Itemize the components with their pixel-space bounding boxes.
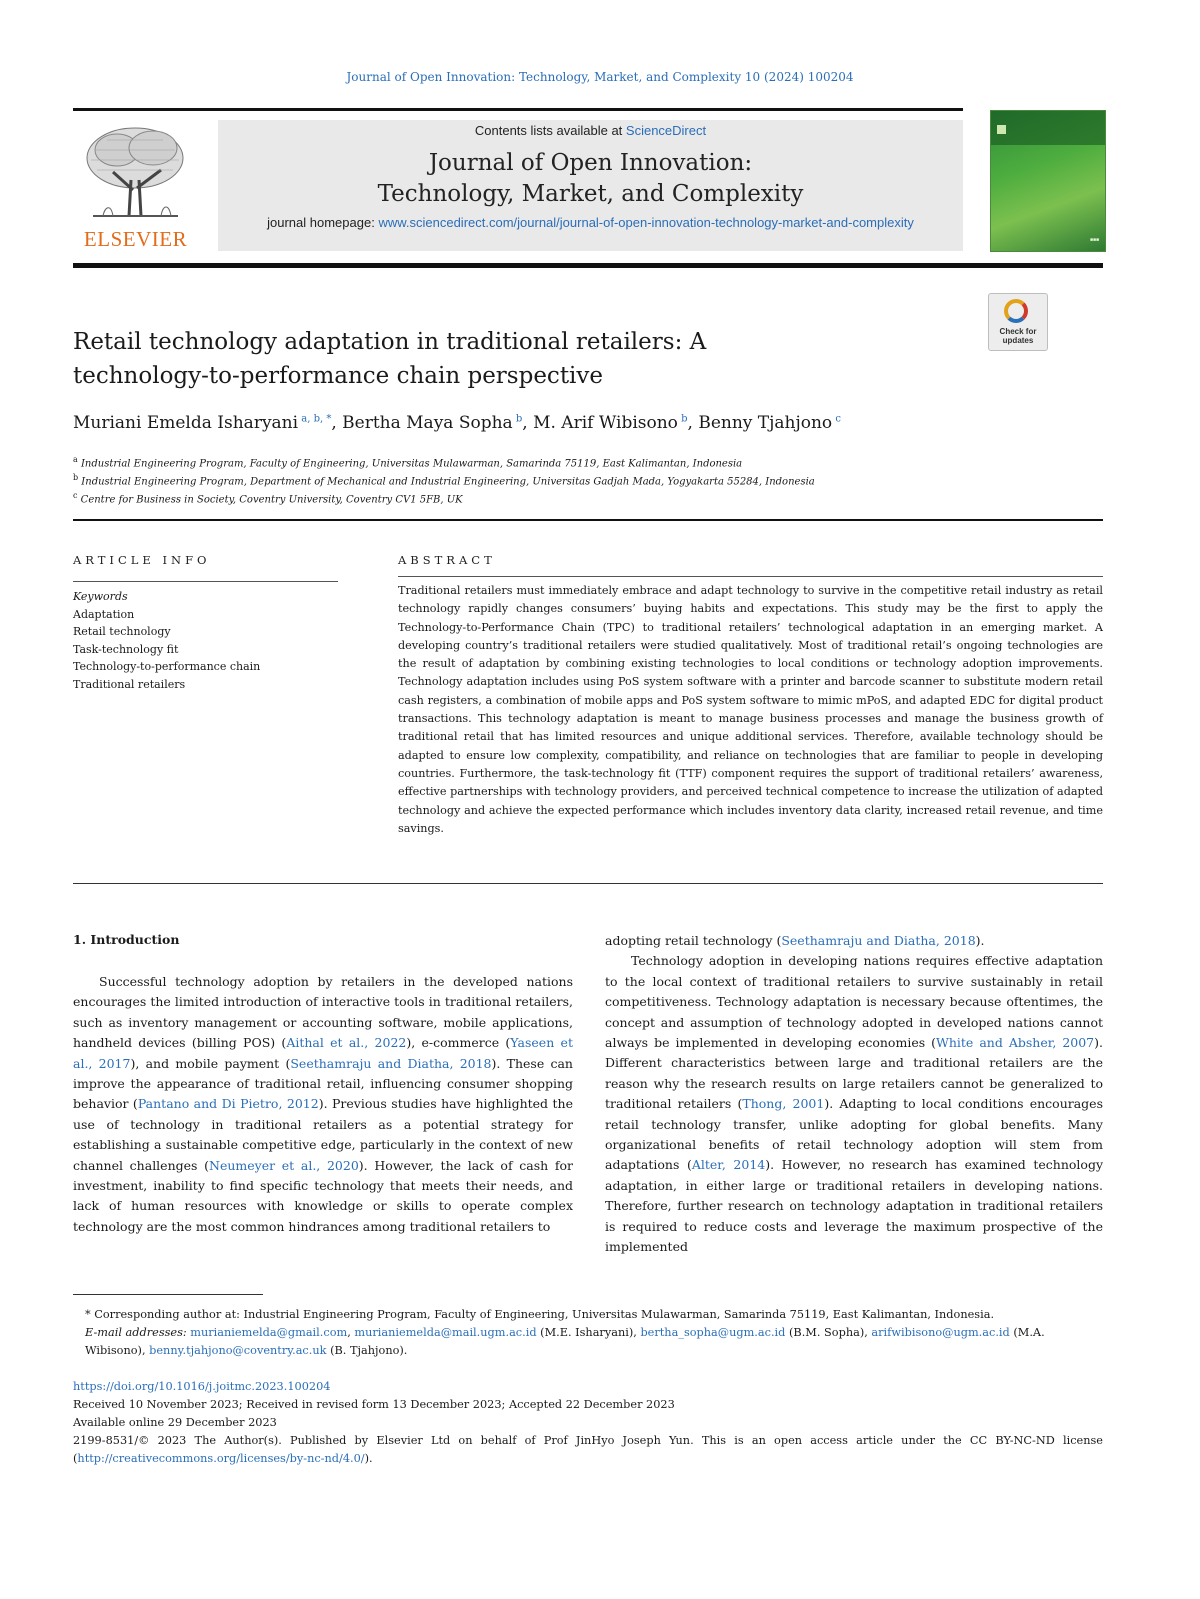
contents-line xyxy=(218,123,963,138)
affiliation-a xyxy=(73,455,1073,469)
footnote-rule xyxy=(73,1294,263,1295)
homepage-link[interactable]: www.sciencedirect.com/journal/journal-of-open-innovation-technology-market-and-complexity xyxy=(378,215,914,230)
author-name[interactable]: M. Arif Wibisono xyxy=(533,413,678,433)
citation-link[interactable]: White and Absher, 2007 xyxy=(936,1035,1095,1051)
citation-link[interactable]: Neumeyer et al., 2020 xyxy=(209,1157,359,1173)
contents-prefix: Contents lists available at xyxy=(474,123,626,138)
abstract-text: Traditional retailers must immediately embrace and adapt technology to survive in the competitive retail industry as retail technology rapidly changes consumers’ buying habits and expectations. This study may be the first to apply the Technology-to-Performance Chain (TPC) to traditional retailers’ technological adaptation in an emerging market. A developing country’s traditional retailers were studied qualitatively. Most of traditional retail’s ongoing technologies are the result of adaptation by combining existing technologies to local conditions or technology adoption improvements. Technology adaptation includes using PoS system software with a printer and barcode scanner to substitute modern retail cash registers, a combination of mobile apps and PoS system software to mimic mPoS, and adapted EDC for digital product transactions. This technology adaptation is meant to manage business processes and manage the business growth of traditional retail that has limited resources and unique additional services. Therefore, available technology should be adapted to ensure low complexity, compatibility, and reliance on technologies that are familiar to people in developing countries. Furthermore, the task-technology fit (TTF) component requires the support of traditional retailers’ awareness, effective partnerships with technology providers, and perceived technical competence to increase the utilization of adapted technology and achieve the expected performance which includes inventory data clarity, increased retail revenue, and time savings. xyxy=(398,584,1103,835)
license-text: 2199-8531/© 2023 The Author(s). Published by Elsevier Ltd on behalf of Prof JinHyo Joseph Yun. This is an open access article under the CC BY-NC-ND license ( xyxy=(73,1434,1103,1465)
keyword-item: Traditional retailers xyxy=(73,677,186,691)
author-affiliation-mark[interactable]: b xyxy=(677,413,688,425)
license-link[interactable]: http://creativecommons.org/licenses/by-nc-nd/4.0/ xyxy=(77,1452,365,1465)
elsevier-wordmark: ELSEVIER xyxy=(83,227,188,251)
abstract-rule xyxy=(398,576,1103,577)
journal-cover-thumbnail[interactable] xyxy=(990,110,1106,252)
text-segment: (B. Tjahjono). xyxy=(326,1344,408,1357)
affiliation-rule xyxy=(73,519,1103,521)
article-meta xyxy=(73,1378,1103,1468)
check-for-updates-badge[interactable] xyxy=(988,293,1048,351)
affiliation-mark: b xyxy=(73,473,79,482)
text-segment: , xyxy=(347,1326,355,1339)
journal-homepage xyxy=(218,214,963,232)
text-segment: ). Previous studies have highlighted the use of technology in traditional retailers as a potential strategy for establishing a sustainable competitive edge, particularly in the context of new channel challenges ( xyxy=(73,1096,573,1173)
footnotes xyxy=(73,1306,1103,1360)
affiliation-text: Industrial Engineering Program, Department of Mechanical and Industrial Engineering, Universitas Gadjah Mada, Yogyakarta 55284, Indonesia xyxy=(78,476,815,488)
keyword-item: Task-technology fit xyxy=(73,642,179,656)
email-link[interactable]: arifwibisono@ugm.ac.id xyxy=(871,1326,1010,1339)
abstract-bottom-rule xyxy=(73,883,1103,884)
email-link[interactable]: murianiemelda@mail.ugm.ac.id xyxy=(354,1326,537,1339)
keywords-block xyxy=(73,588,343,693)
author-name[interactable]: Benny Tjahjono xyxy=(698,413,833,433)
text-segment: ). However, no research has examined technology adaptation, in either large or traditional retailers in developing nations. Therefore, further research on technology adaptation in traditional retailers is required to reduce costs and leverage the maximum prospective of the implemented xyxy=(605,1157,1104,1255)
header-rule-bottom xyxy=(73,263,1103,268)
text-segment: ). These can improve the appearance of traditional retail, influencing consumer shopping behavior ( xyxy=(73,1055,573,1112)
keyword-item: Adaptation xyxy=(73,607,135,621)
text-segment: ). However, the lack of cash for investment, inability to find specific technology that meets their needs, and lack of human resources with knowledge or skills to operate complex technology are the most common hindrances among traditional retailers to xyxy=(73,1157,573,1234)
keyword-item: Technology-to-performance chain xyxy=(73,660,261,673)
affiliation-mark: a xyxy=(73,455,78,464)
author-affiliation-mark[interactable]: b xyxy=(512,413,523,425)
email-link[interactable]: bertha_sopha@ugm.ac.id xyxy=(640,1326,786,1339)
article-info-heading: ARTICLE INFO xyxy=(73,553,211,567)
intro-left-column xyxy=(73,972,573,1237)
citation-link[interactable]: Alter, 2014 xyxy=(691,1157,766,1173)
text-segment: (M.E. Isharyani), xyxy=(536,1326,641,1339)
text-segment: adopting retail technology ( xyxy=(605,933,782,948)
introduction-heading: 1. Introduction xyxy=(73,932,180,947)
cover-footer-mark: ■■■ xyxy=(1089,237,1099,243)
article-title: Retail technology adaptation in traditional retailers: A technology-to-performance chain perspective xyxy=(73,329,707,389)
cover-square-icon xyxy=(997,125,1006,134)
text-segment: ). Different characteristics between large and traditional retailers are the reason why the research results on large retailers cannot be generalized to traditional retailers ( xyxy=(605,1035,1103,1112)
citation-link[interactable]: Seethamraju and Diatha, 2018 xyxy=(781,933,976,948)
check-updates-label: Check for updates xyxy=(999,327,1037,345)
text-segment: (B.M. Sopha), xyxy=(785,1326,872,1339)
abstract-heading: ABSTRACT xyxy=(398,553,496,567)
text-segment: ), e-commerce ( xyxy=(406,1035,511,1051)
citation-link[interactable]: Aithal et al., 2022 xyxy=(286,1035,407,1051)
text-segment: (M.A. Wibisono), xyxy=(85,1326,1045,1357)
affiliation-text: Centre for Business in Society, Coventry University, Coventry CV1 5FB, UK xyxy=(77,494,463,506)
tree-icon xyxy=(73,120,198,224)
email-label: E-mail addresses: xyxy=(85,1326,191,1339)
author-list: Muriani Emelda Isharyani $^{a, b, *}$, Bertha Maya Sopha $^b$, M. Arif Wibisono $^b$, Benny Tjahjono $^c$ xyxy=(73,413,841,433)
author-name[interactable]: Muriani Emelda Isharyani xyxy=(73,413,299,433)
license-end: ). xyxy=(364,1452,373,1465)
journal-title: Journal of Open Innovation: Technology, Market, and Complexity xyxy=(377,150,804,207)
email-link[interactable]: benny.tjahjono@coventry.ac.uk xyxy=(149,1344,327,1357)
text-segment: Successful technology adoption by retailers in the developed nations encourages the limited introduction of interactive tools in traditional retailers, such as inventory management or accounting software, mobile applications, handheld devices (billing POS) ( xyxy=(73,974,573,1051)
affiliation-c xyxy=(73,491,1073,505)
text-segment: ), and mobile payment ( xyxy=(130,1055,291,1071)
text-segment: ). Adapting to local conditions encourages retail technology transfer, unlike adopting for global benefits. Many organizational benefits of retail technology adoption will stem from adaptations ( xyxy=(605,1096,1103,1173)
citation-link[interactable]: Seethamraju and Diatha, 2018 xyxy=(290,1055,492,1071)
affiliation-text: Industrial Engineering Program, Faculty of Engineering, Universitas Mulawarman, Samarinda 75119, East Kalimantan, Indonesia xyxy=(77,458,743,470)
author-name[interactable]: Bertha Maya Sopha xyxy=(342,413,513,433)
article-info-rule xyxy=(73,581,338,582)
available-online: Available online 29 December 2023 xyxy=(73,1416,277,1429)
cover-band xyxy=(991,111,1105,145)
intro-paragraph-2 xyxy=(605,951,1103,1257)
author-affiliation-mark[interactable]: a, b, * xyxy=(298,413,332,425)
header-rule-top xyxy=(73,108,963,111)
intro-right-column xyxy=(605,931,1103,1258)
text-segment: Technology adoption in developing nations requires effective adaptation to the local context of traditional retailers to survive sustainably in retail competitiveness. Technology adaptation is necessary because oftentimes, the concept and assumption of technology adopted in developed nations cannot always be implemented in developing economies ( xyxy=(605,953,1103,1051)
text-segment: ). xyxy=(975,933,985,948)
keywords-label: Keywords xyxy=(73,590,128,603)
received-dates: Received 10 November 2023; Received in revised form 13 December 2023; Accepted 22 December 2023 xyxy=(73,1398,675,1411)
license-statement xyxy=(73,1432,1103,1468)
check-updates-icon xyxy=(1004,299,1028,323)
doi-link[interactable]: https://doi.org/10.1016/j.joitmc.2023.100204 xyxy=(73,1380,331,1393)
intro-paragraph-1-continued xyxy=(605,931,1103,951)
intro-paragraph-1 xyxy=(73,972,573,1237)
affiliation-b xyxy=(73,473,1073,487)
homepage-prefix: journal homepage: xyxy=(267,215,379,230)
corresponding-author-note: * Corresponding author at: Industrial Engineering Program, Faculty of Engineering, Universitas Mulawarman, Samarinda 75119, East Kalimantan, Indonesia. xyxy=(85,1308,995,1321)
author-affiliation-mark[interactable]: c xyxy=(832,413,841,425)
keyword-item: Retail technology xyxy=(73,625,171,638)
sciencedirect-link[interactable]: ScienceDirect xyxy=(625,123,707,138)
running-head: Journal of Open Innovation: Technology, Market, and Complexity 10 (2024) 100204 xyxy=(346,70,854,84)
affiliation-mark: c xyxy=(73,491,78,500)
email-link[interactable]: murianiemelda@gmail.com xyxy=(190,1326,348,1339)
citation-link[interactable]: Yaseen et al., 2017 xyxy=(73,1035,573,1071)
elsevier-logo xyxy=(73,120,198,252)
citation-link[interactable]: Pantano and Di Pietro, 2012 xyxy=(137,1096,319,1112)
keywords-list xyxy=(73,606,343,694)
email-addresses xyxy=(85,1324,1103,1360)
citation-link[interactable]: Thong, 2001 xyxy=(742,1096,825,1112)
